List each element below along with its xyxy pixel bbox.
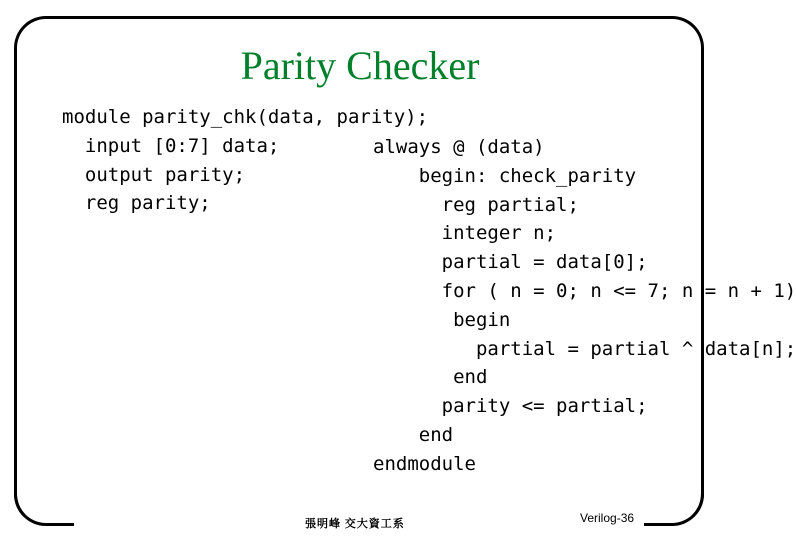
code-line: partial = data[0]; [373, 251, 648, 274]
code-line: begin: check_parity [373, 164, 637, 187]
code-line: begin [373, 308, 511, 331]
code-line: always @ (data) [373, 136, 545, 158]
slide-title: Parity Checker [240, 43, 480, 88]
footer-page-number: Verilog-36 [577, 511, 637, 525]
slide-frame-corner-left [14, 474, 74, 526]
code-block-always [373, 133, 796, 479]
code-line: module parity_chk(data, parity); [62, 106, 429, 128]
code-line: end [373, 366, 488, 389]
code-line: end [373, 423, 454, 446]
code-line: partial = partial ^ data[n]; [373, 337, 796, 360]
code-line: parity <= partial; [373, 395, 648, 418]
code-line: input [0:7] data; [62, 134, 280, 157]
code-line: integer n; [373, 222, 557, 245]
code-line: for ( n = 0; n <= 7; n = n + 1) [373, 279, 796, 302]
code-line: reg parity; [62, 192, 211, 215]
code-line: output parity; [62, 163, 246, 186]
footer-author: 張明峰 交大資工系 [305, 518, 405, 530]
slide-frame-corner-right [644, 474, 704, 526]
code-line: endmodule [373, 452, 476, 475]
code-line: reg partial; [373, 193, 579, 216]
